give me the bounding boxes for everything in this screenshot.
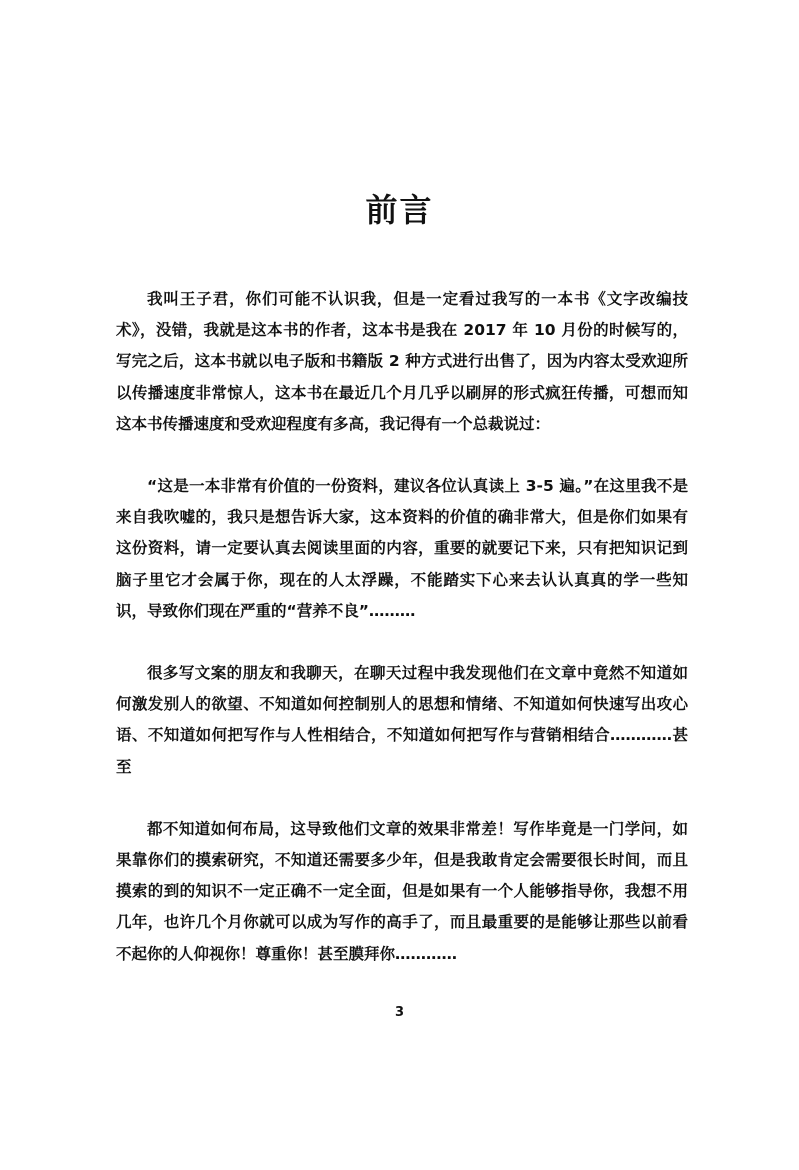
paragraph-gap [116,783,688,814]
page-number: 3 [394,1005,405,1020]
paragraph-1: 我叫王子君，你们可能不认识我，但是一定看过我写的一本书《文字改编技术》，没错，我就是这本书的作者，这本书是我在 2017 年 10 月份的时候写的，写完之后，这本书就以电子版和书籍版 2 种方式进行出售了，因为内容太受欢迎所以传播速度非常惊人，这本书在最近几个月几乎以刷屏的形式疯狂传播，可想而知这本书传播速度和受欢迎程度有多高，我记得有一个总裁说过： [116,290,688,433]
paragraph-gap [116,627,688,658]
paragraph-2: “这是一本非常有价值的一份资料，建议各位认真读上 3-5 遍。”在这里我不是来自我吹嘘的，我只是想告诉大家，这本资料的价值的确非常大，但是你们如果有这份资料，请一定要认真去阅读里面的内容，重要的就要记下来，只有把知识记到脑子里它才会属于你，现在的人太浮躁，不能踏实下心来去认认真真的学一些知识，导致你们现在严重的“营养不良”……… [116,477,688,620]
page-title: 前言 [365,191,434,229]
paragraph-4: 都不知道如何布局，这导致他们文章的效果非常差！写作毕竟是一门学问，如果靠你们的摸索研究，不知道还需要多少年，但是我敢肯定会需要很长时间，而且摸索的到的知识不一定正确不一定全面，但是如果有一个人能够指导你，我想不用几年，也许几个月你就可以成为写作的高手了，而且最重要的是能够让那些以前看不起你的人仰视你！尊重你！甚至膜拜你………… [116,819,688,963]
paragraph-gap [116,440,688,471]
paragraph-3: 很多写文案的朋友和我聊天，在聊天过程中我发现他们在文章中竟然不知道如何激发别人的欲望、不知道如何控制别人的思想和情绪、不知道如何快速写出攻心语、不知道如何把写作与人性相结合，不知道如何把写作与营销相结合…………甚至 [116,664,688,776]
body-text [116,284,688,970]
